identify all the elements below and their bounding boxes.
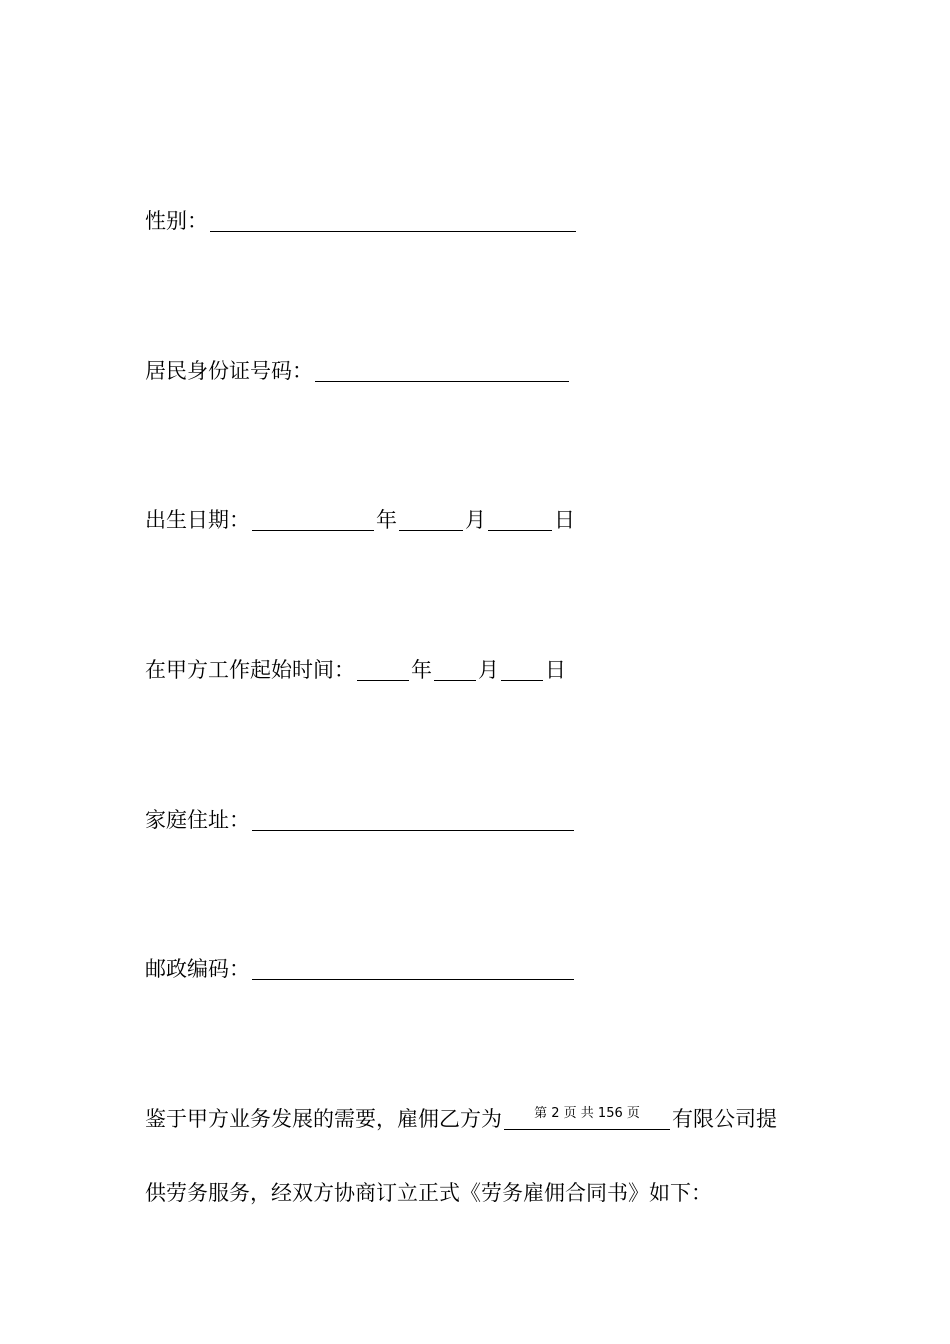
birth-month-label: 月 bbox=[465, 508, 486, 532]
id-number-label: 居民身份证号码： bbox=[145, 359, 313, 383]
page-indicator: 第 2 页 共 156 页 bbox=[534, 1106, 640, 1121]
birth-day-label: 日 bbox=[554, 508, 575, 532]
birth-year-blank[interactable] bbox=[252, 508, 374, 531]
birth-date-row bbox=[145, 506, 575, 534]
gender-label: 性别： bbox=[145, 209, 208, 233]
birth-month-blank[interactable] bbox=[399, 508, 463, 531]
paragraph-line-1 bbox=[145, 1105, 777, 1133]
paragraph-line-2 bbox=[145, 1179, 712, 1207]
gender-row bbox=[145, 207, 578, 235]
id-number-blank[interactable] bbox=[315, 359, 569, 382]
start-date-label: 在甲方工作起始时间： bbox=[145, 658, 355, 682]
start-day-blank[interactable] bbox=[501, 658, 543, 681]
birth-day-blank[interactable] bbox=[488, 508, 552, 531]
start-day-label: 日 bbox=[545, 658, 566, 682]
start-year-blank[interactable] bbox=[357, 658, 409, 681]
postal-code-blank[interactable] bbox=[252, 957, 574, 980]
birth-year-label: 年 bbox=[376, 508, 397, 532]
start-month-label: 月 bbox=[478, 658, 499, 682]
address-row bbox=[145, 806, 576, 834]
start-year-label: 年 bbox=[411, 658, 432, 682]
address-label: 家庭住址： bbox=[145, 808, 250, 832]
postal-code-row bbox=[145, 955, 576, 983]
paragraph-text-before: 鉴于甲方业务发展的需要，雇佣乙方为 bbox=[145, 1107, 502, 1131]
paragraph-text-after: 有限公司提 bbox=[672, 1107, 777, 1131]
postal-code-label: 邮政编码： bbox=[145, 957, 250, 981]
gender-blank[interactable] bbox=[210, 209, 576, 232]
company-blank[interactable] bbox=[504, 1105, 670, 1130]
paragraph-text-line2: 供劳务服务，经双方协商订立正式《劳务雇佣合同书》如下： bbox=[145, 1181, 712, 1205]
start-date-row bbox=[145, 656, 566, 684]
birth-date-label: 出生日期： bbox=[145, 508, 250, 532]
address-blank[interactable] bbox=[252, 808, 574, 831]
start-month-blank[interactable] bbox=[434, 658, 476, 681]
id-number-row bbox=[145, 357, 571, 385]
